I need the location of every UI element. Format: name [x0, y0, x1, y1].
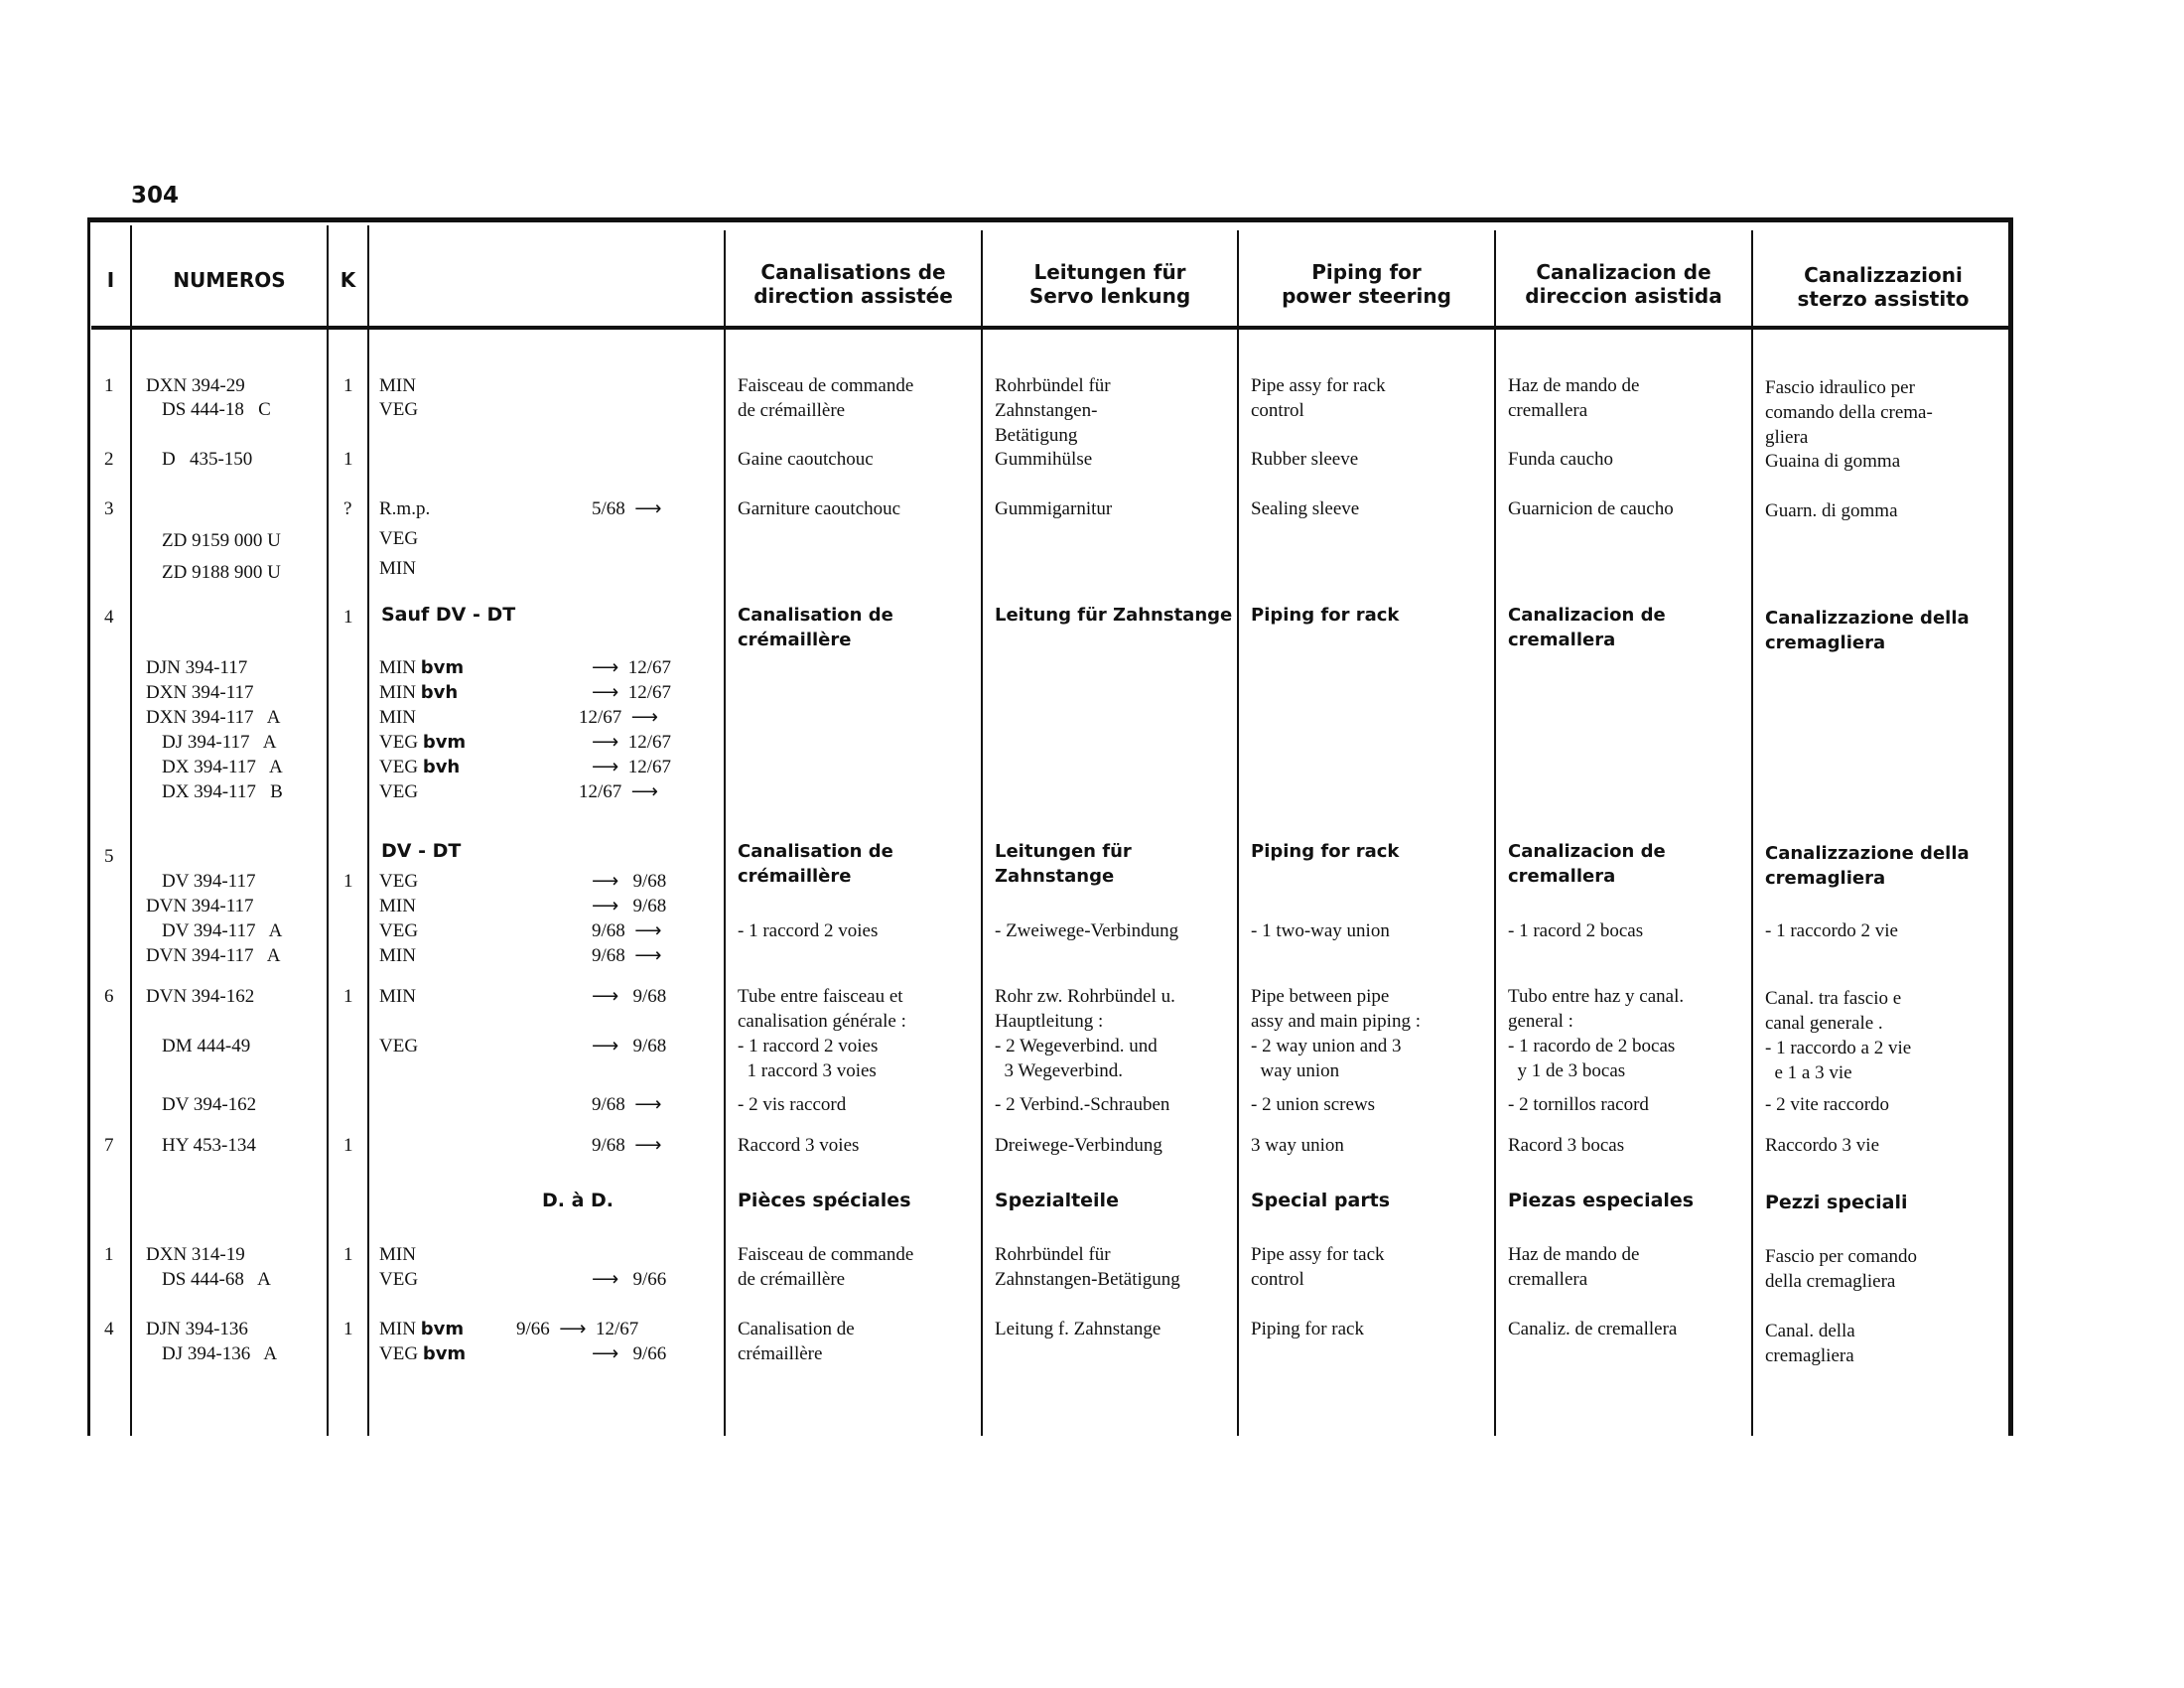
desc-de: - Zweiwege-Verbindung [995, 920, 1179, 941]
row-index: 5 [104, 846, 114, 867]
desc-it: Canal. della cremagliera [1765, 1321, 1855, 1366]
header-index: I [106, 268, 115, 292]
quantity: ? [343, 498, 352, 519]
desc-fr: Canalisation de crémaillère [738, 841, 893, 887]
col-divider [367, 225, 369, 1436]
application: VEG [379, 781, 419, 802]
section-en: Special parts [1251, 1190, 1391, 1211]
desc-it: Raccordo 3 vie [1765, 1135, 1880, 1156]
row-index: 1 [104, 1244, 114, 1265]
part-number: ZD 9188 900 U [162, 562, 281, 583]
application: VEG bvm [379, 732, 467, 753]
desc-en: Pipe assy for tack control [1251, 1244, 1385, 1290]
desc-it: Canalizzazione della cremagliera [1765, 608, 1970, 653]
quantity: 1 [343, 375, 353, 396]
desc-en: 3 way union [1251, 1135, 1344, 1156]
date-range: ⟶ 12/67 [592, 757, 672, 777]
col-divider [981, 230, 983, 1436]
desc-de: Leitung für Zahnstange [995, 605, 1233, 626]
desc-es: Canaliz. de cremallera [1508, 1319, 1678, 1339]
desc-en: Pipe between pipe assy and main piping : - 2 way union and 3 way union [1251, 986, 1421, 1081]
application: MIN [379, 558, 416, 579]
part-number: ZD 9159 000 U [162, 530, 281, 551]
desc-de: Leitung f. Zahnstange [995, 1319, 1161, 1339]
header-en: Piping for power steering [1282, 260, 1451, 308]
date-range: ⟶ 12/67 [592, 732, 672, 753]
application: R.m.p. [379, 498, 431, 519]
application: MIN bvm [379, 657, 465, 678]
desc-fr: - 1 raccord 2 voies [738, 920, 879, 941]
desc-es: Funda caucho [1508, 449, 1614, 470]
part-number: DX 394-117 A [162, 757, 283, 777]
desc-fr: Canalisation de crémaillère [738, 605, 893, 650]
date-range: 9/68 ⟶ [592, 1094, 662, 1115]
part-number: DJN 394-117 [146, 657, 248, 678]
desc-fr: Gaine caoutchouc [738, 449, 874, 470]
date-range: ⟶ 9/68 [592, 871, 667, 892]
col-divider [724, 230, 726, 1436]
section-de: Spezialteile [995, 1190, 1119, 1211]
row-index: 1 [104, 375, 114, 396]
desc-it: - 2 vite raccordo [1765, 1094, 1890, 1115]
application: VEG [379, 1036, 419, 1056]
part-number: DS 444-18 C [162, 399, 271, 420]
header-de: Leitungen für Servo lenkung [1028, 260, 1191, 308]
desc-fr: Faisceau de commande de crémaillère [738, 1244, 914, 1290]
desc-en: Pipe assy for rack control [1251, 375, 1386, 421]
desc-de: Dreiwege-Verbindung [995, 1135, 1162, 1156]
desc-fr: - 2 vis raccord [738, 1094, 847, 1115]
date-range: ⟶ 9/66 [592, 1343, 667, 1364]
quantity: 1 [343, 449, 353, 470]
desc-de: Leitungen für Zahnstange [995, 841, 1132, 887]
row-index: 2 [104, 449, 114, 470]
date-range: 12/67 ⟶ [579, 781, 659, 802]
row-index: 4 [104, 1319, 114, 1339]
application: MIN bvm [379, 1319, 465, 1339]
part-number: DJ 394-117 A [162, 732, 277, 753]
desc-fr: Faisceau de commande de crémaillère [738, 375, 914, 421]
desc-en: - 2 union screws [1251, 1094, 1376, 1115]
header-fr: Canalisations de direction assistée [753, 260, 953, 308]
part-number: DVN 394-117 A [146, 945, 281, 966]
date-range: ⟶ 9/66 [592, 1269, 667, 1290]
application: MIN [379, 986, 416, 1007]
desc-es: Canalizacion de cremallera [1508, 605, 1666, 650]
application: MIN [379, 896, 416, 916]
col-divider [130, 225, 132, 1436]
part-number: DV 394-117 [162, 871, 256, 892]
application: MIN [379, 945, 416, 966]
desc-de: - 2 Verbind.-Schrauben [995, 1094, 1170, 1115]
date-range: 12/67 ⟶ [579, 707, 659, 728]
application: VEG [379, 920, 419, 941]
application: MIN bvh [379, 682, 459, 703]
part-number: DS 444-68 A [162, 1269, 271, 1290]
date-range: 5/68 ⟶ [592, 498, 662, 519]
desc-it: Fascio idraulico per comando della crema- gliera [1765, 377, 1933, 448]
desc-de: Gummigarnitur [995, 498, 1113, 519]
desc-de: Rohrbündel für Zahnstangen-Betätigung [995, 1244, 1180, 1290]
part-number: DVN 394-162 [146, 986, 255, 1007]
part-number: DM 444-49 [162, 1036, 251, 1056]
section-fr: Pièces spéciales [738, 1190, 911, 1211]
header-it: Canalizzazioni sterzo assistito [1797, 263, 1970, 311]
group-title: Sauf DV - DT [381, 604, 516, 626]
row-index: 4 [104, 607, 114, 628]
desc-fr: Raccord 3 voies [738, 1135, 860, 1156]
desc-de: Rohr zw. Rohrbündel u. Hauptleitung : - 2 Wegeverbind. und 3 Wegeverbind. [995, 986, 1175, 1081]
part-number: DV 394-162 [162, 1094, 257, 1115]
desc-fr: Tube entre faisceau et canalisation générale : - 1 raccord 2 voies 1 raccord 3 voies [738, 986, 906, 1081]
desc-es: - 2 tornillos racord [1508, 1094, 1649, 1115]
desc-es: - 1 racord 2 bocas [1508, 920, 1644, 941]
desc-it: Guarn. di gomma [1765, 500, 1898, 521]
application: VEG bvh [379, 757, 461, 777]
application: MIN [379, 375, 416, 396]
header-divider [91, 326, 2013, 330]
part-number: DXN 394-117 A [146, 707, 281, 728]
col-divider [1494, 230, 1496, 1436]
section-es: Piezas especiales [1508, 1190, 1695, 1211]
desc-en: - 1 two-way union [1251, 920, 1390, 941]
date-range: ⟶ 12/67 [592, 657, 672, 678]
date-range: 9/68 ⟶ [592, 1135, 662, 1156]
desc-en: Piping for rack [1251, 841, 1400, 862]
application: VEG [379, 871, 419, 892]
date-range: ⟶ 9/68 [592, 986, 667, 1007]
application: VEG bvm [379, 1343, 467, 1364]
part-number: DJ 394-136 A [162, 1343, 278, 1364]
desc-it: Canalizzazione della cremagliera [1765, 843, 1970, 889]
desc-de: Rohrbündel für Zahnstangen- Betätigung [995, 375, 1111, 446]
desc-es: Racord 3 bocas [1508, 1135, 1625, 1156]
section-it: Pezzi speciali [1765, 1192, 1908, 1213]
quantity: 1 [343, 1244, 353, 1265]
part-number: D 435-150 [162, 449, 253, 470]
desc-en: Rubber sleeve [1251, 449, 1359, 470]
header-es: Canalizacion de direccion asistida [1525, 260, 1722, 308]
date-range: ⟶ 12/67 [592, 682, 672, 703]
quantity: 1 [343, 871, 353, 892]
date-range: ⟶ 9/68 [592, 1036, 667, 1056]
quantity: 1 [343, 986, 353, 1007]
date-range: 9/66 ⟶ 12/67 [516, 1319, 639, 1339]
group-title: DV - DT [381, 840, 462, 862]
desc-en: Sealing sleeve [1251, 498, 1360, 519]
application: VEG [379, 528, 419, 549]
part-number: DXN 314-19 [146, 1244, 245, 1265]
application: MIN [379, 1244, 416, 1265]
row-index: 3 [104, 498, 114, 519]
part-number: DXN 394-29 [146, 375, 245, 396]
part-number: DV 394-117 A [162, 920, 283, 941]
header-numbers: NUMEROS [173, 268, 286, 292]
quantity: 1 [343, 607, 353, 628]
row-index: 7 [104, 1135, 114, 1156]
header-k: K [340, 268, 356, 292]
desc-en: Piping for rack [1251, 1319, 1364, 1339]
desc-en: Piping for rack [1251, 605, 1400, 626]
col-divider [327, 225, 329, 1436]
desc-es: Guarnicion de caucho [1508, 498, 1674, 519]
col-divider [1237, 230, 1239, 1436]
desc-it: Fascio per comando della cremagliera [1765, 1246, 1918, 1292]
desc-es: Tubo entre haz y canal. general : - 1 racordo de 2 bocas y 1 de 3 bocas [1508, 986, 1685, 1081]
part-number: DXN 394-117 [146, 682, 254, 703]
application: MIN [379, 707, 416, 728]
date-range: 9/68 ⟶ [592, 945, 662, 966]
section-label: D. à D. [542, 1190, 614, 1211]
desc-es: Haz de mando de cremallera [1508, 1244, 1640, 1290]
desc-es: Canalizacion de cremallera [1508, 841, 1666, 887]
desc-fr: Canalisation de crémaillère [738, 1319, 855, 1364]
desc-it: - 1 raccordo 2 vie [1765, 920, 1898, 941]
application: VEG [379, 399, 419, 420]
part-number: DX 394-117 B [162, 781, 283, 802]
part-number: DJN 394-136 [146, 1319, 248, 1339]
application: VEG [379, 1269, 419, 1290]
desc-it: Canal. tra fascio e canal generale . - 1 raccordo a 2 vie e 1 a 3 vie [1765, 988, 1912, 1083]
part-number: DVN 394-117 [146, 896, 254, 916]
part-number: HY 453-134 [162, 1135, 256, 1156]
quantity: 1 [343, 1319, 353, 1339]
row-index: 6 [104, 986, 114, 1007]
date-range: ⟶ 9/68 [592, 896, 667, 916]
desc-es: Haz de mando de cremallera [1508, 375, 1640, 421]
quantity: 1 [343, 1135, 353, 1156]
desc-it: Guaina di gomma [1765, 451, 1901, 472]
date-range: 9/68 ⟶ [592, 920, 662, 941]
col-divider [1751, 230, 1753, 1436]
page-number: 304 [131, 183, 180, 209]
desc-fr: Garniture caoutchouc [738, 498, 901, 519]
desc-de: Gummihülse [995, 449, 1093, 470]
